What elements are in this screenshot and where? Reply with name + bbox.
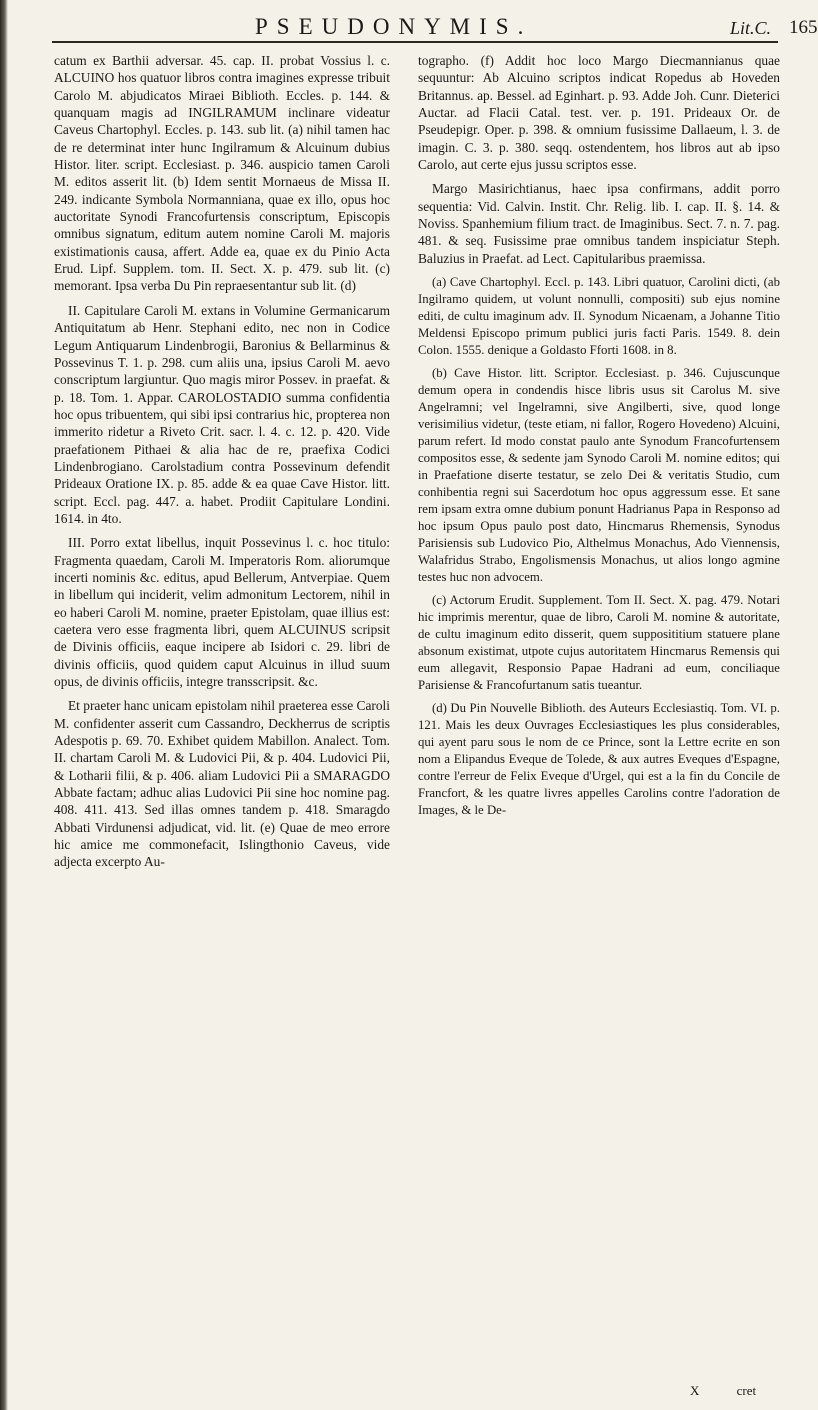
paragraph-epistola: Et praeter hanc unicam epistolam nihil praeterea esse Caroli M. confidenter asserit cum Cassandro, Deckherrus de scriptis Adespotis p. 69. 70. Exhibet quidem Mabillon. Analect. Tom. II. chartam Caroli M. & Ludovici Pii, & p. 404. Ludovici Pii, & Lotharii filii, & p. 406. aliam Ludovici Pii a SMARAGDO Abbate factam; adhuc alias Ludovici Pii sine hoc nomine pag. 408. 411. 413. Sed illas omnes tandem p. 418. Smaragdo Abbati Virdunensi adjudicat, vid. lit. (e) Quae de meo errore hic amice me commonefacit, Islingthonio Caveus, vide adjecta excerpto Au-: [54, 698, 390, 870]
paragraph-margo-masirichtianus: Margo Masirichtianus, haec ipsa confirmans, addit porro sequentia: Vid. Calvin. Instit. Chr. Relig. lib. I. cap. II. §. 14. & Noviss. Spanhemium filium tract. de Imaginibus. Sect. 7. n. 7. pag. 481. & seq. Fusissime prae omnibus tandem inspiciatur Steph. Baluzius in Praefat. ad Lect. Capitularibus praemissa.: [418, 181, 780, 266]
paragraph-capitulare: II. Capitulare Caroli M. extans in Volumine Germanicarum Antiquitatum ab Henr. Stephani edito, nec non in Codice Legum Antiquarum Lindenbrogii, Baronius & Bellarminus & Possevinus T. 1. p. 298. cum aliis una, ipsius Caroli M. aevo conscriptum largiuntur. Quo magis miror Possev. in praefat. & p. 18. Tom. 1. Appar. CAROLOSTADIO summa confidentia hoc opus tribuentem, qui sibi ipsi contrarius hic, propterea non immerito ridetur a Riveto Crit. sacr. l. 4. c. 12. p. 420. Vide praefationem Pithaei & alia hac de re, praefixa Codici Lindenbrogiano. Carolstadium contra Possevinum defendit Prideaux Oratione IX. p. 85. adde & ea quae Cave Histor. litt. script. Eccl. pag. 447. a. habet. Prodiit Capitulare Londini. 1614. in 4to.: [54, 302, 390, 526]
footnote-d: (d) Du Pin Nouvelle Biblioth. des Auteurs Ecclesiastiq. Tom. VI. p. 121. Mais les deux Ouvrages Ecclesiastiques les plus considerables, qui ayent paru sous le nom de ce Prince, sont la Lettre ecrite en son nom a Elipandus Eveque de Tolede, & aux autres Eveques d'Espagne, contre l'erreur de Felix Eveque d'Urgel, qui est a la fin du Concile de Francfort, & les quatre livres appelles Carolins contre l'adoration de Images, & le De-: [418, 701, 780, 818]
paragraph-carolini-libri: catum ex Barthii adversar. 45. cap. II. probat Vossius l. c. ALCUINO hos quatuor libros contra imagines expresse tribuit Carolo M. abjudicatos Miraei Biblioth. Eccles. p. 144. & quanquam magis ad INGILRAMUM inclinare videatur Caveus Chartophyl. Eccles. p. 143. sub lit. (a) nihil tamen hac de re determinat inter hunc Ingilramum & Alcuinum dubius Histor. liter. script. Ecclesiast. p. 346. auspicio tamen Caroli M. editos asserit lit. (b) Idem sentit Mornaeus de Missa II. 249. indicante Symbola Normanniana, quae ex illo, opus hoc auctoritate Synodi Francofurtensis conscriptum, Episcopis omnibus signatum, editum autem nomine Caroli M. majoris existimationis causa, affert. Adde ea, quae ex du Pinio Acta Erud. Lipf. Supplem. tom. II. Sect. X. p. 479. sub lit. (c) memorant. Ipsa verba Du Pin repraesentantur sub lit. (d): [54, 53, 390, 294]
book-spine-shadow: [0, 0, 8, 1410]
footnote-c: (c) Actorum Erudit. Supplement. Tom II. Sect. X. pag. 479. Notari hic imprimis merentur, quae de libro, Caroli M. nomine & autoritate, de cultu imaginum edito disserit, quem supposititium statuere plane absonum existimat, utpote cujus autoritatem Hincmarus Remensis qui eum allegavit, Responsio Papae Hadrani ad eum, conciliaque Parisiense & Francofurtanum satis tueantur.: [418, 593, 780, 693]
left-column: [54, 52, 390, 878]
section-marker: Lit.C.: [730, 18, 772, 38]
footnote-a: (a) Cave Chartophyl. Eccl. p. 143. Libri quatuor, Carolini dicti, (ab Ingilramo quidem, ut volunt nonnulli, compositi) sub ejus nomine editi, de cultu imaginum adv. II. Synodum Nicaenam, a Johanne Titio Meldensi Episcopo primum publici juris facti Paris. 1549. 8. dein Colon. 1555. denique a Goldasto Fforti 1608. in 8.: [418, 275, 780, 358]
paragraph-margo-diecmann: tographo. (f) Addit hoc loco Margo Diecmannianus quae sequuntur: Ab Alcuino scriptos indicat Ropedus ab Hoveden Britannus. ap. Bessel. ad Eginhart. p. 93. Adde Joh. Cunr. Dieterici Auctar. ad Flacii Catal. test. ver. p. 191. Prideaux Or. de Pseudepigr. Oper. p. 398. & omnium fusissime Dallaeum, l. 3. de imagin. C. 3. p. 380. seqq. ostendentem, hos libros aut ab ipso Carolo, aut certe ejus jussu scriptos esse.: [418, 53, 780, 173]
catchword: cret: [736, 1383, 757, 1398]
paragraph-fragmenta: III. Porro extat libellus, inquit Possevinus l. c. hoc titulo: Fragmenta quaedam, Caroli M. Imperatoris Rom. aliorumque incerti nominis &c. editus, apud Bellerum, Antverpiae. Quem in libellum qui inciderit, velim admonitum Lectorem, nihil in eo haberi Caroli M. nomine, praeter Epistolam, quae illius est: caetera vero esse fragmenta libri, quem ALCUINUS scripsit de Divinis officiis, eaque incipere ab Isidori c. 29. libri de divinis officiis, quod quidem caput Alcuinus in illud suum opus, de divinis officiis, integre transscripsit. &c.: [54, 535, 390, 690]
page-footer: [690, 1383, 790, 1399]
right-column: [418, 52, 780, 825]
header-rule: [52, 41, 778, 43]
signature-mark: X: [690, 1383, 700, 1398]
page-number: 165: [789, 17, 818, 38]
running-title: PSEUDONYMIS.: [255, 14, 533, 39]
footnote-b: (b) Cave Histor. litt. Scriptor. Ecclesiast. p. 346. Cujuscunque demum opera in condendis hisce libris usus sit Carolus M. sive Angelramni; vel Ingelramni, sive Angilberti, sive, quod longe verisimilius videtur, (teste etiam, ni fallor, Rogero Hovedeno) Alcuini, parum refert. Id modo constat paulo ante Synodum Francofurtensem compositos esse, & sedente jam Synodo Caroli M. nomine editos; qui in Praefatione diserte testatur, se zelo Dei & veritatis Studio, cum conhibentia regni sui Sacerdotum hoc opus aggressum esse. Et sane rem ipsam extra omne dubium ponunt Hadrianus Papa in Responso ad hoc ipsum Opus paulo post dato, Hincmarus Rhemensis, Synodus Parisiensis sub Ludovico Pio, Althelmus Monachus, Ado Viennensis, Walafridus Strabo, Engolismensis Monachus, ut alios longo agmine testes huc non advocem.: [418, 366, 780, 585]
